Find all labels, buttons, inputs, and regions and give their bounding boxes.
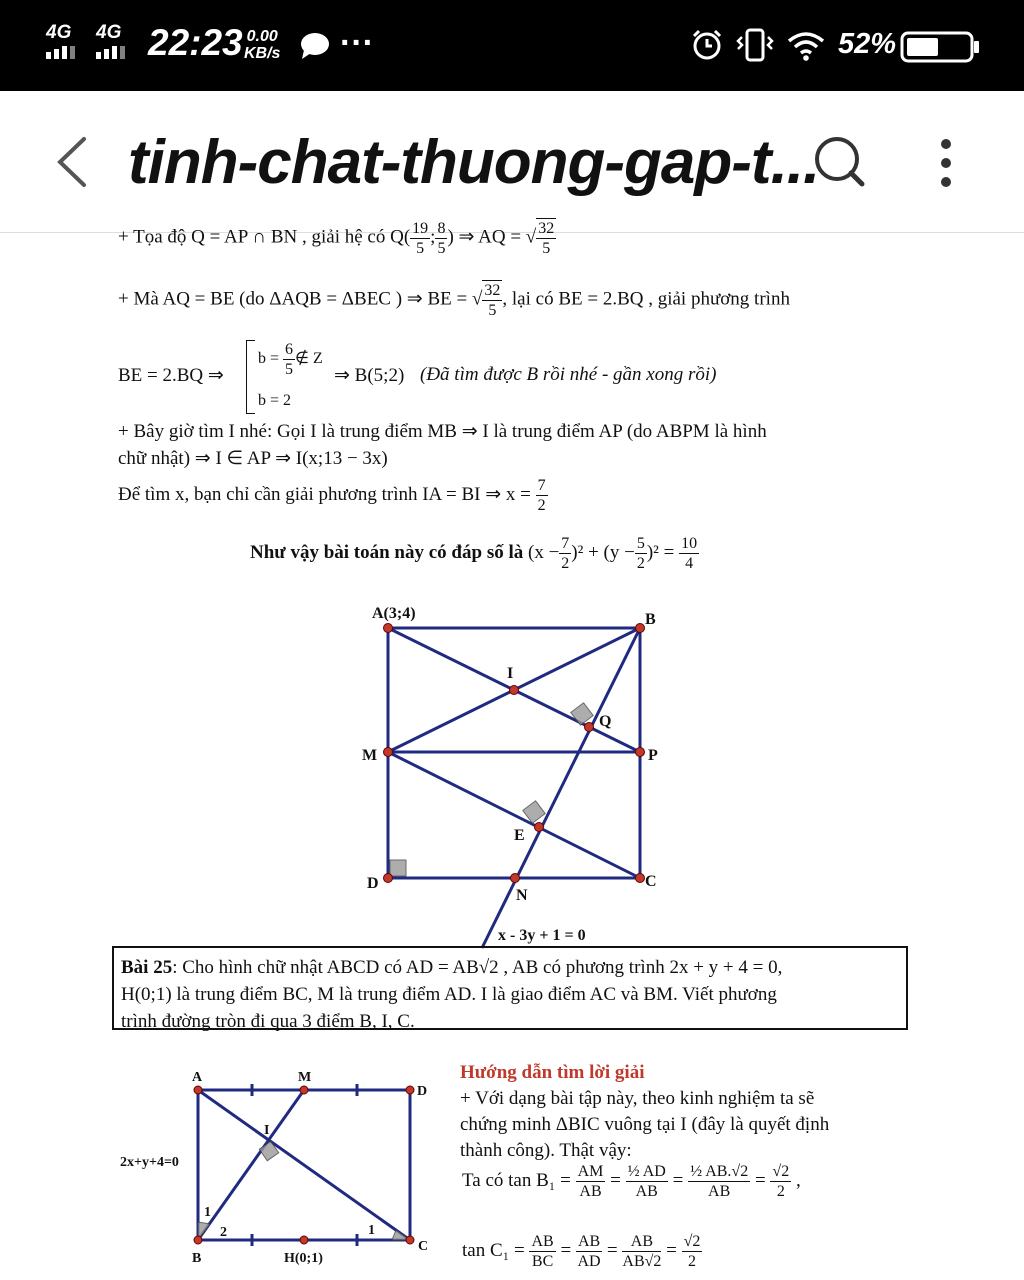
vibrate-icon — [736, 27, 774, 63]
l3-b: ⇒ B(5;2) — [334, 365, 405, 386]
tan-c-f3-den: AB√2 — [622, 1253, 662, 1270]
point-q — [585, 723, 594, 732]
l7-f3-num: 10 — [681, 535, 698, 552]
l7-f3-den: 4 — [685, 555, 694, 572]
label-i-2: I — [264, 1123, 270, 1138]
label-angle-2-b: 2 — [220, 1225, 227, 1240]
point-a — [384, 624, 393, 633]
speed-value: 0.00 — [246, 28, 278, 45]
label-n: N — [516, 887, 528, 904]
network-type-2: 4G — [96, 22, 122, 43]
label-eq-2: 2x+y+4=0 — [120, 1155, 179, 1170]
tan-c-f4-den: 2 — [688, 1253, 697, 1270]
label-angle-1-b: 1 — [204, 1205, 211, 1220]
search-icon[interactable] — [812, 135, 868, 191]
l1-prefix: + Tọa độ Q = AP ∩ BN , giải hệ có Q — [118, 226, 404, 248]
problem-box — [112, 946, 908, 1030]
tan-c-f4-num: √2 — [683, 1233, 701, 1250]
battery-icon — [900, 31, 982, 63]
label-angle-1-c: 1 — [368, 1223, 375, 1238]
l1-f2-num: 8 — [437, 219, 446, 237]
document-title: tinh-chat-thuong-gap-t... — [128, 128, 820, 197]
speed-unit: KB/s — [244, 45, 281, 62]
status-clock: 22:23 — [148, 22, 243, 63]
tan-b-f3-num: ½ AB.√2 — [690, 1163, 749, 1180]
tan-b-f1-num: AM — [577, 1163, 604, 1180]
tan-b-f3-den: AB — [708, 1183, 731, 1200]
point-i — [510, 686, 519, 695]
tan-c-f2-num: AB — [577, 1233, 601, 1250]
back-icon[interactable] — [52, 135, 92, 189]
problem-text-1: : Cho hình chữ nhật ABCD có AD = AB√2 , AB có phương trình 2x + y + 4 = 0, — [172, 957, 783, 978]
problem-title: Bài 25 — [121, 957, 173, 978]
l2-f-num: 32 — [484, 282, 501, 299]
point-d — [384, 874, 393, 883]
doc-line-find-x — [118, 476, 548, 515]
tan-c-f1-num: AB — [531, 1233, 554, 1250]
point-c — [636, 874, 645, 883]
point-e — [535, 823, 544, 832]
guide-tan-c: tan C₁ = $\frac{AB}{BC}$ = $\frac{AB}{AD}$ = $\frac{AB}{AB√2}$ = $\frac{√2}{2}$ — [462, 1233, 701, 1270]
point-h-2 — [300, 1236, 308, 1244]
doc-line-coordinates-q: + Tọa độ Q = AP ∩ BN , giải hệ có Q( $\frac{19}{5}$ ; $\frac{8}{5}$ ) ⇒ AQ = √ $\frac{32}{5}$ — [118, 219, 555, 257]
label-b-2: B — [192, 1251, 202, 1266]
alarm-icon — [690, 28, 724, 62]
point-m — [384, 748, 393, 757]
guide-p1: + Với dạng bài tập này, theo kinh nghiệm ta sẽ — [460, 1088, 815, 1109]
l3-case2: b = 2 — [258, 392, 292, 409]
guide-p3: thành công). Thật vậy: — [460, 1140, 632, 1161]
more-options-icon[interactable] — [934, 135, 958, 191]
l3-case1 — [258, 340, 323, 379]
label-a: A(3;4) — [372, 605, 416, 622]
app-bar — [0, 91, 1024, 233]
tan-b-f2-den: AB — [635, 1183, 658, 1200]
label-i: I — [507, 665, 514, 682]
guide-p2: chứng minh ΔBIC vuông tại I (đây là quyết định — [460, 1114, 830, 1135]
l6-num: 7 — [537, 477, 546, 494]
problem-text-2: H(0;1) là trung điểm BC, M là trung điểm AD. I là giao điểm AC và BM. Viết phương — [121, 984, 777, 1005]
l7-p3: )² = — [646, 541, 675, 563]
document-viewer[interactable] — [0, 219, 1024, 1280]
doc-line-answer — [250, 534, 699, 573]
right-angle-d-icon — [390, 860, 406, 876]
label-h-2: H(0;1) — [284, 1251, 323, 1266]
l3-case1-den: 5 — [285, 361, 294, 378]
right-angle-q-icon — [571, 703, 593, 725]
tan-b-f1-den: AB — [579, 1183, 602, 1200]
geometry-figure-2 — [112, 1062, 442, 1280]
label-p: P — [648, 747, 658, 764]
point-d-2 — [406, 1086, 414, 1094]
doc-line-find-i: + Bây giờ tìm I nhé: Gọi I là trung điểm MB ⇒ I là trung điểm AP (do ABPM là hình — [118, 421, 767, 442]
l3-case1-b: ∉ Z — [295, 350, 323, 368]
network-type-1: 4G — [46, 22, 72, 43]
label-line-eq: x - 3y + 1 = 0 — [498, 927, 586, 944]
l6-den: 2 — [537, 497, 546, 514]
tan-c-a: tan C₁ = — [462, 1239, 525, 1261]
l3-case1-a: b = — [258, 350, 280, 368]
point-c-2 — [406, 1236, 414, 1244]
l3-a: BE = 2.BQ ⇒ — [118, 365, 224, 386]
point-b-2 — [194, 1236, 202, 1244]
status-bar — [0, 0, 1024, 91]
label-m: M — [362, 747, 378, 764]
l7-p2: )² + (y − — [571, 541, 635, 563]
l7-p1: (x − — [528, 541, 560, 563]
wifi-icon — [786, 30, 826, 62]
line-bn — [482, 628, 640, 948]
label-c-2: C — [418, 1239, 429, 1254]
l2-a: + Mà AQ = BE (do ΔAQB = ΔBEC ) ⇒ BE = — [118, 288, 468, 310]
label-e: E — [514, 827, 525, 844]
doc-line-aq-be: + Mà AQ = BE (do ΔAQB = ΔBEC ) ⇒ BE = √ $\frac{32}{5}$ , lại có BE = 2.BQ , giải phương trình — [118, 282, 790, 319]
l1-f2-den: 5 — [437, 239, 446, 257]
l7-f1-den: 2 — [561, 555, 570, 572]
tan-b-f2-num: ½ AD — [627, 1163, 666, 1180]
point-b — [636, 624, 645, 633]
l1-f1-den: 5 — [416, 239, 425, 257]
l7-f2-den: 2 — [636, 555, 645, 572]
tan-b-f4-den: 2 — [776, 1183, 785, 1200]
chat-bubble-icon — [300, 32, 332, 60]
doc-line-rectangle: chữ nhật) ⇒ I ∈ AP ⇒ I(x;13 − 3x) — [118, 448, 388, 469]
l1-f3-num: 32 — [538, 220, 555, 237]
l2-f-den: 5 — [488, 302, 497, 319]
guide-heading: Hướng dẫn tìm lời giải — [460, 1062, 645, 1083]
signal-bars-1-icon — [46, 46, 75, 59]
diagonal-ac — [198, 1090, 410, 1240]
label-d-2: D — [417, 1084, 428, 1099]
more-notifications: ··· — [340, 24, 374, 62]
point-p — [636, 748, 645, 757]
problem-text-3: trình đường tròn đi qua 3 điểm B, I, C. — [121, 1011, 415, 1032]
label-d: D — [367, 875, 379, 892]
l3-case1-num: 6 — [285, 341, 294, 358]
network-speed — [244, 28, 280, 62]
l1-mid: ⇒ AQ = — [458, 226, 522, 248]
cases-bracket — [246, 340, 255, 414]
geometry-figure-1 — [340, 592, 680, 952]
tan-c-f3-num: AB — [622, 1232, 661, 1252]
segment-mc — [388, 752, 640, 878]
tan-c-f1-den: BC — [531, 1253, 554, 1270]
l1-f1-num: 19 — [412, 219, 429, 237]
guide-tan-b: Ta có tan B₁ = $\frac{AM}{AB}$ = $\frac{\text{½ AD}}{AB}$ = $\frac{\text{½ AB.√2}}{AB}$ = $\frac{√2}{2}$ , — [462, 1163, 801, 1200]
segment-bm — [198, 1090, 304, 1240]
l6-a: Để tìm x, bạn chỉ cần giải phương trình IA = BI ⇒ x = — [118, 483, 531, 505]
l7-f1-num: 7 — [561, 535, 570, 552]
point-n — [511, 874, 520, 883]
point-m-2 — [300, 1086, 308, 1094]
label-q: Q — [599, 713, 612, 730]
battery-percent: 52% — [838, 28, 897, 60]
l2-b: , lại có BE = 2.BQ , giải phương trình — [502, 288, 790, 310]
tan-b-a: Ta có tan B₁ = — [462, 1169, 571, 1191]
point-a-2 — [194, 1086, 202, 1094]
l3-note: (Đã tìm được B rồi nhé - gần xong rồi) — [420, 364, 717, 385]
signal-bars-2-icon — [96, 46, 125, 59]
label-c: C — [645, 873, 657, 890]
label-m-2: M — [298, 1070, 312, 1085]
l7-a: Như vậy bài toán này có đáp số là — [250, 541, 524, 563]
l1-f3-den: 5 — [542, 240, 551, 257]
label-a-2: A — [192, 1070, 203, 1085]
guide-section — [460, 1060, 829, 1164]
l7-f2-num: 5 — [636, 535, 645, 552]
tan-c-f2-den: AD — [577, 1253, 601, 1270]
label-b: B — [645, 611, 656, 628]
tan-b-f4-num: √2 — [772, 1163, 790, 1180]
